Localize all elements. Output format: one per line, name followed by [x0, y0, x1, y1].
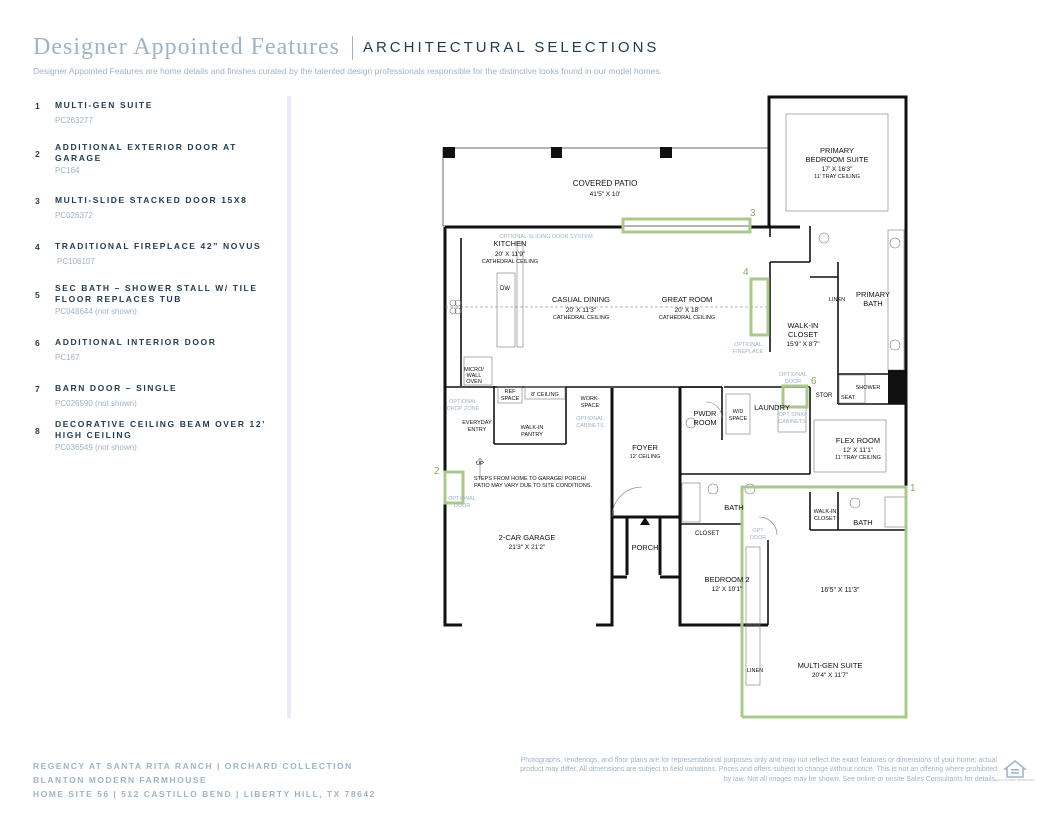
steps-note-2: PATIO MAY VARY DUE TO SITE CONDITIONS. [474, 483, 592, 489]
highlight-3-sliding-door [623, 219, 750, 232]
feature-title: TRADITIONAL FIREPLACE 42” NOVUS [55, 241, 262, 251]
walkin-closet-label-2: CLOSET [787, 330, 819, 339]
opt-door-label-2: DOOR [453, 503, 471, 509]
workspace-label-2: SPACE [580, 403, 600, 409]
feature-code: PC263277 [55, 116, 93, 125]
pantry-label-1: WALK-IN [520, 425, 544, 431]
kitchen-ceiling: CATHEDRAL CEILING [481, 259, 539, 265]
seat-label: SEAT [841, 395, 855, 401]
dishwasher-label: DW [500, 286, 510, 292]
marker-1: 1 [910, 483, 916, 494]
feature-title: MULTI-SLIDE STACKED DOOR 15X8 [55, 195, 248, 205]
opt-fireplace-label-2: FIREPLACE [732, 349, 764, 355]
covered-patio-label: COVERED PATIO [572, 179, 638, 188]
feature-number: 4 [35, 242, 40, 252]
feature-number: 2 [35, 149, 40, 159]
feature-title: ADDITIONAL INTERIOR DOOR [55, 337, 217, 347]
primary-bath-label-2: BATH [863, 299, 883, 308]
wd-space-label-1: W/D [732, 409, 744, 415]
opt-door-b-label-1: OPT [752, 528, 764, 534]
sliding-door-label: OPTIONAL SLIDING DOOR SYSTEM [499, 234, 593, 240]
powder-room-label-2: ROOM [693, 418, 717, 427]
small-closet-label-2: CLOSET [813, 516, 837, 522]
powder-room-label-1: PWDR [693, 409, 717, 418]
feature-code: PC026372 [55, 211, 93, 220]
linen2-label: LINEN [746, 668, 764, 674]
storage-label: STOR [815, 393, 833, 399]
kitchen-dim: 20' X 11'9" [494, 251, 526, 258]
casual-dining-ceiling: CATHEDRAL CEILING [552, 315, 610, 321]
footer-community: REGENCY AT SANTA RITA RANCH | ORCHARD COLLECTION [33, 761, 353, 771]
feature-title: ADDITIONAL EXTERIOR DOOR AT GARAGE [55, 142, 237, 163]
feature-code: PC036549 (not shown) [55, 443, 137, 452]
walkin-closet-label-1: WALK-IN [787, 321, 819, 330]
feature-title: SEC BATH – SHOWER STALL W/ TILE FLOOR REPLACES TUB [55, 283, 258, 304]
feature-number: 8 [35, 426, 40, 436]
marker-3: 3 [750, 208, 756, 219]
walkin-closet-dim: 15'9" X 8'7" [786, 341, 820, 348]
ref-label-1: REF [504, 389, 516, 395]
ceiling-8-label: 8' CEILING [531, 392, 559, 398]
footer-disclaimer: Photographs, renderings, and floor plans are for representational purposes only and may not reflect the exact features or dimensions of your home; actual product may differ. All dimensions are subject to field variations. Prices and offers subject to change without notice. This is not an offering where prohibited by law. Not all images may be shown. See online or onsite Sales Consultants for details. [520, 757, 997, 783]
feature-code: PC048644 (not shown) [55, 307, 137, 316]
primary-suite-ceiling: 11' TRAY CEILING [814, 174, 860, 180]
workspace-label-1: WORK- [580, 396, 600, 402]
multigen-dim: 20'4" X 11'7" [811, 672, 849, 679]
opt-door-label-1: OPTIONAL [448, 496, 476, 502]
bedroom2-label: BEDROOM 2 [704, 575, 750, 584]
linen-label: LINEN [828, 297, 846, 303]
feature-code: PC164 [55, 166, 80, 175]
closet-label: CLOSET [694, 531, 720, 537]
flex-room-dim: 12' X 11'1" [842, 447, 874, 454]
great-room-dim: 20' X 18' [674, 307, 700, 314]
feature-number: 1 [35, 101, 40, 111]
steps-note-1: STEPS FROM HOME TO GARAGE/ PORCH/ [473, 476, 587, 482]
feature-title: BARN DOOR – SINGLE [55, 383, 178, 393]
primary-suite-label-2: BEDROOM SUITE [805, 155, 869, 164]
foyer-label: FOYER [632, 443, 658, 452]
opt-drop-zone-label-2: DROP ZONE [446, 406, 480, 412]
exterior-walls [445, 97, 906, 717]
up-label: UP [476, 461, 484, 467]
footer-plan-name: BLANTON MODERN FARMHOUSE [33, 775, 208, 785]
porch-label: PORCH [631, 543, 659, 552]
bedroom2-dim: 12' X 10'1" [711, 586, 743, 593]
intro-text: Designer Appointed Features are home details and finishes curated by the talented design professionals responsible for the distinctive looks found in our model homes. [33, 66, 662, 76]
opt-cabinets-label-2: CABINETS [576, 423, 604, 429]
opt-drop-zone-label-1: OPTIONAL [449, 399, 477, 405]
primary-bath-label-1: PRIMARY [855, 290, 891, 299]
garage-dim: 21'3" X 21'2" [508, 544, 546, 551]
opt-cabinets-label-1: OPTIONAL [576, 416, 604, 422]
page-title: Designer Appointed Features [33, 34, 340, 60]
foyer-ceiling: 12' CEILING [629, 454, 661, 460]
opt-door6-label-1: OPTIONAL [779, 372, 807, 378]
feature-title: DECORATIVE CEILING BEAM OVER 12’ HIGH CEILING [55, 419, 266, 440]
equal-housing-icon [994, 758, 1036, 782]
feature-number: 7 [35, 384, 40, 394]
opt-door6-label-2: DOOR [784, 379, 802, 385]
feature-code: PC106107 [57, 257, 95, 266]
small-closet-label-1: WALK-IN [813, 509, 837, 515]
primary-bath-fixture [888, 370, 905, 404]
multigen-label: MULTI-GEN SUITE [797, 661, 863, 670]
laundry-label: LAUNDRY [754, 403, 790, 412]
marker-2: 2 [434, 466, 440, 477]
feature-code: PC167 [55, 353, 80, 362]
marker-6: 6 [811, 376, 817, 387]
feature-number: 3 [35, 196, 40, 206]
feature-number: 5 [35, 290, 40, 300]
footer-address [33, 759, 376, 801]
flex-room-ceiling: 11' TRAY CEILING [835, 455, 881, 461]
garage-label: 2-CAR GARAGE [498, 533, 556, 542]
primary-suite-dim: 17' X 16'3" [821, 166, 853, 173]
opt-sink-label-2: CABINETS [778, 419, 806, 425]
everyday-entry-label-2: ENTRY [467, 427, 487, 433]
equal-housing-caption: EQUAL HOUSING OPPORTUNITY [994, 779, 1036, 782]
covered-patio-dim: 41'5" X 10' [589, 191, 621, 198]
casual-dining-label: CASUAL DINING [551, 295, 611, 304]
shower-label: SHOWER [855, 385, 881, 391]
ref-label-2: SPACE [500, 396, 520, 402]
page-subtitle: ARCHITECTURAL SELECTIONS [362, 39, 660, 56]
feature-code: PC026590 (not shown) [55, 399, 137, 408]
patio-columns [443, 147, 672, 158]
micro-label-1: MICRO/ [464, 367, 484, 373]
feature-number: 6 [35, 338, 40, 348]
micro-label-2: WALL [466, 373, 482, 379]
bath-label: BATH [724, 503, 744, 512]
suite-room-dim: 16'5" X 11'3" [820, 587, 860, 594]
kitchen-label: KITCHEN [493, 239, 527, 248]
great-room-ceiling: CATHEDRAL CEILING [658, 315, 716, 321]
marker-4: 4 [743, 267, 749, 278]
footer-home-site: HOME SITE 56 | 512 CASTILLO BEND | LIBERTY HILL, TX 78642 [33, 789, 376, 799]
everyday-entry-label-1: EVERYDAY [462, 420, 492, 426]
primary-suite-label-1: PRIMARY [819, 146, 855, 155]
opt-sink-label-1: OPT SINK/ [778, 412, 806, 418]
pantry-label-2: PANTRY [521, 432, 543, 438]
wd-space-label-2: SPACE [728, 416, 748, 422]
opt-door-b-label-2: DOOR [749, 535, 767, 541]
flex-room-label: FLEX ROOM [835, 436, 881, 445]
feature-title: MULTI-GEN SUITE [55, 100, 153, 110]
feature-highlights [445, 219, 906, 717]
great-room-label: GREAT ROOM [661, 295, 713, 304]
casual-dining-dim: 20' X 11'3" [565, 307, 597, 314]
bath2-label: BATH [853, 518, 873, 527]
micro-label-3: OVEN [466, 379, 482, 385]
opt-fireplace-label-1: OPTIONAL [734, 342, 762, 348]
